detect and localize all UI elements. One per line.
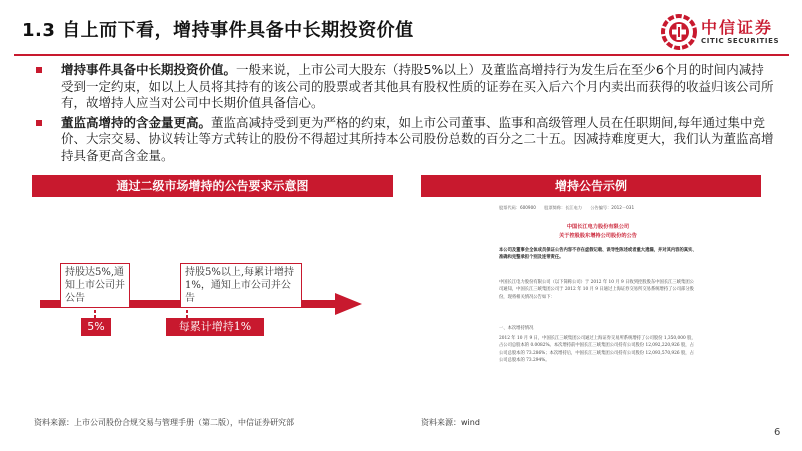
callout-5pct: 持股达5%,通知上市公司并公告 — [60, 263, 130, 308]
title-bar — [0, 0, 802, 58]
marker-5pct: 5% — [81, 318, 111, 336]
citic-emblem-icon — [661, 14, 697, 50]
doc-para-intro: 中国长江电力股份有限公司（以下简称公司）于 2012 年 10 月 9 日收到控股股东中国长江三峡集团公司通知，中国长江三峡集团公司于 2012 年 10 月 9 日通过上海证券交易所交易系统增持了公司部分股份，现将相关情况公告如下： — [499, 280, 694, 300]
bullet-item — [36, 62, 774, 112]
bullet-list — [36, 62, 774, 167]
marker-each-1pct: 每累计增持1% — [166, 318, 264, 336]
bullet-body: 一般来说，上市公司大股东（持股5%以上）及董监高增持行为发生后在至少6个月的时间内减持受到一定约束，如以上人员将其持有的该公司的股票或者其他具有股权性质的证券在买入后六个月内卖出而获得的收益归该公司所有，故增持人应当对公司中长期价值具备信心。 — [61, 62, 774, 110]
logo-cn-text: 中信证券 — [701, 18, 774, 37]
bullet-item — [36, 115, 774, 165]
disclosure-diagram — [32, 197, 393, 397]
doc-announcement-title: 关于控股股东增持公司股份的公告 — [559, 233, 637, 239]
announcement-example — [421, 197, 761, 407]
title-divider — [14, 54, 789, 56]
doc-meta: 股票代码：600900 股票简称：长江电力 公告编号：2012－031 — [499, 205, 635, 210]
doc-company-title: 中国长江电力股份有限公司 — [566, 224, 630, 230]
right-panel-header: 增持公告示例 — [421, 175, 761, 197]
bullet-body: 董监高减持受到更为严格的约束，如上市公司董事、监事和高级管理人员在任职期间,每年通过集中竞价、大宗交易、协议转让等方式转让的股份不得超过其所持本公司股份总数的百分之二十五。因减持难度更大，我们认为董监高增持具备更高含金量。 — [61, 114, 774, 163]
left-source-note: 资料来源：上市公司股份合规交易与管理手册（第二版），中信证券研究部 — [34, 418, 294, 427]
doc-para-details: 2012 年 10 月 9 日，中国长江三峡集团公司通过上海证券交易所系统增持了公司股份 1,350,000 股，占公司总股本的 0.0082%。本次增持前中国长江三峡集团公司持有公司股份 12,092,220,926 股，占公司总股本的 73.286%；本次增持后，中国长江三峡集团公司持有公司股份 12,093,570,926 股，占公司总股本的 73.294%。 — [499, 336, 696, 364]
page-title: 1.3 自上而下看，增持事件具备中长期投资价值 — [22, 20, 414, 41]
doc-disclaimer: 本公司及董事会全体成员保证公告内容不存在虚假记载、误导性陈述或者重大遗漏，并对其内容的真实、准确和完整承担个别及连带责任。 — [499, 248, 697, 261]
right-source-note: 资料来源：wind — [421, 418, 480, 427]
left-panel-header: 通过二级市场增持的公告要求示意图 — [32, 175, 393, 197]
bullet-lead: 增持事件具备中长期投资价值。 — [61, 62, 237, 77]
page-number: 6 — [774, 427, 781, 438]
bullet-square-icon — [36, 120, 42, 126]
logo-en-text: CITIC SECURITIES — [701, 37, 780, 45]
doc-section-heading: 一、本次增持情况 — [499, 326, 534, 331]
bullet-lead: 董监高增持的含金量更高。 — [61, 114, 212, 130]
citic-logo — [661, 12, 791, 52]
announcement-document — [499, 201, 697, 406]
callout-each-1pct: 持股5%以上,每累计增持1%，通知上市公司并公告 — [180, 263, 302, 308]
bullet-square-icon — [36, 67, 42, 73]
